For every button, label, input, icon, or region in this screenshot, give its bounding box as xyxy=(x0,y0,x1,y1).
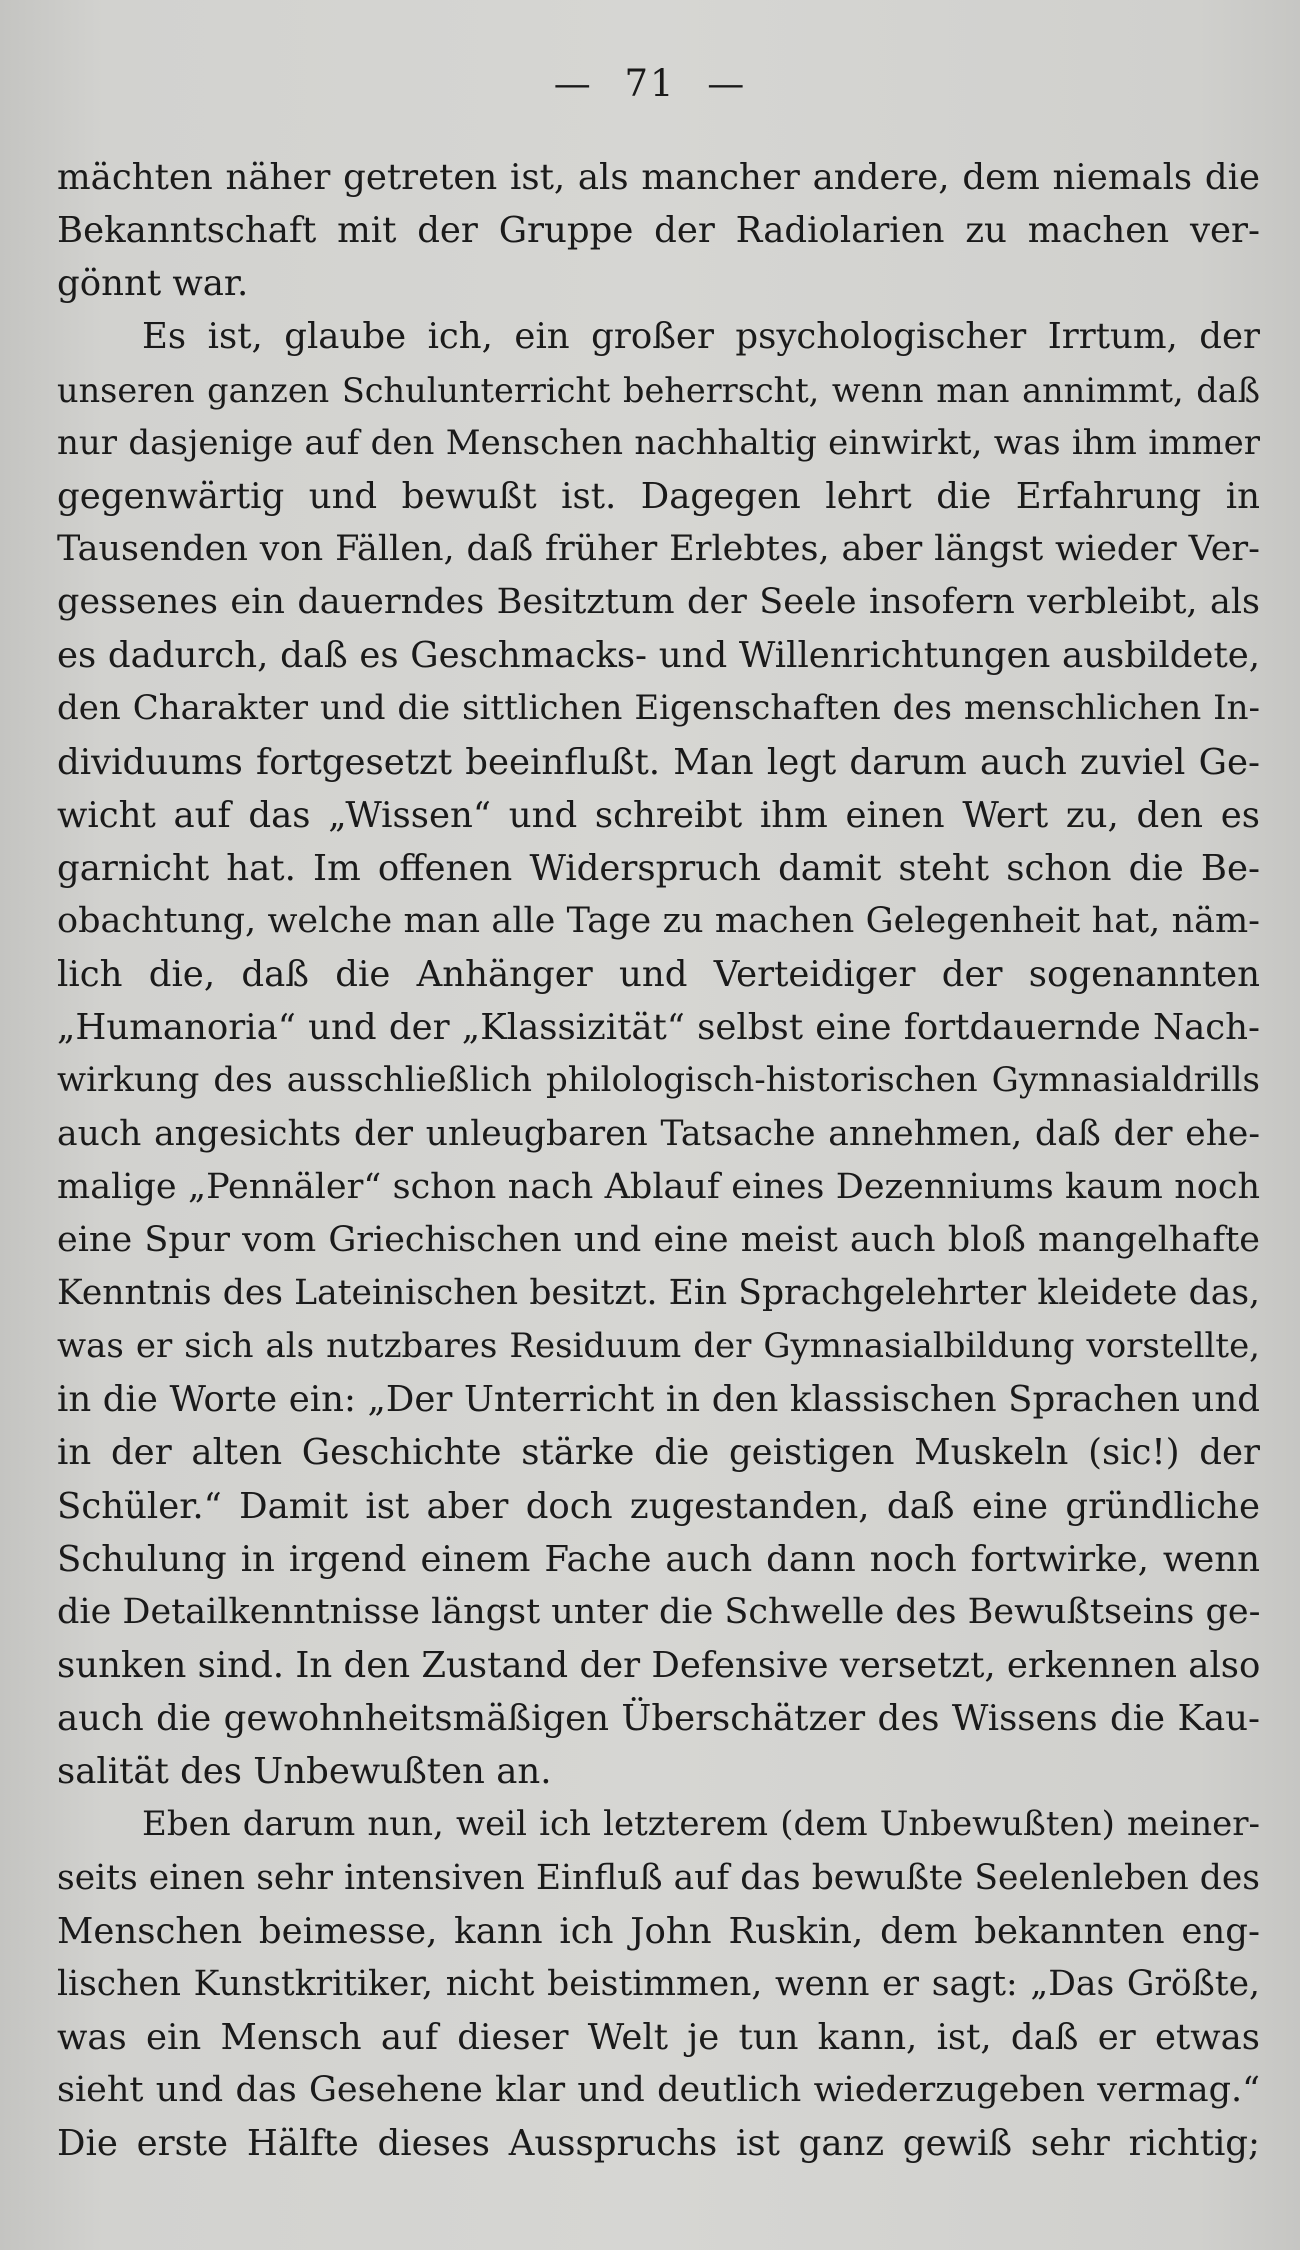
text-line: wicht auf das „Wissen“ und schreibt ihm einen Wert zu, den es xyxy=(57,794,1260,836)
text-line: salität des Unbewußten an. xyxy=(57,1751,552,1793)
text-line: Tausenden von Fällen, daß früher Erlebtes, aber längst wieder Ver- xyxy=(57,528,1260,569)
text-line: obachtung, welche man alle Tage zu machen Gelegenheit hat, näm- xyxy=(57,900,1260,941)
text-line: Schulung in irgend einem Fache auch dann noch fortwirke, wenn xyxy=(57,1538,1260,1580)
text-line: garnicht hat. Im offenen Widerspruch damit steht schon die Be- xyxy=(57,847,1260,889)
text-line: auch die gewohnheitsmäßigen Überschätzer des Wissens die Kau- xyxy=(57,1698,1260,1740)
text-line: Es ist, glaube ich, ein großer psychologischer Irrtum, der xyxy=(142,316,1260,358)
text-line: auch angesichts der unleugbaren Tatsache annehmen, daß der ehe- xyxy=(57,1113,1260,1154)
page-number: — 71 — xyxy=(553,62,747,105)
paragraph-2 xyxy=(57,310,1260,1798)
text-line: wirkung des ausschließlich philologisch-historischen Gymnasialdrills xyxy=(57,1060,1260,1101)
paragraph-1 xyxy=(57,151,1260,310)
text-line: gegenwärtig und bewußt ist. Dagegen lehrt die Erfahrung in xyxy=(57,475,1260,517)
text-line: lich die, daß die Anhänger und Verteidiger der sogenannten xyxy=(57,954,1260,996)
body-text xyxy=(57,151,1260,2170)
paragraph-3 xyxy=(57,1798,1260,2170)
text-line: dividuums fortgesetzt beeinflußt. Man legt darum auch zuviel Ge- xyxy=(57,741,1260,783)
text-line: sunken sind. In den Zustand der Defensive versetzt, erkennen also xyxy=(57,1644,1261,1686)
text-line: den Charakter und die sittlichen Eigenschaften des menschlichen In- xyxy=(57,688,1260,729)
text-line: Eben darum nun, weil ich letzterem (dem Unbewußten) meiner- xyxy=(142,1804,1260,1845)
text-line: lischen Kunstkritiker, nicht beistimmen, wenn er sagt: „Das Größte, xyxy=(57,1963,1260,2004)
text-line: was er sich als nutzbares Residuum der Gymnasialbildung vorstellte, xyxy=(57,1326,1260,1367)
text-line: in die Worte ein: „Der Unterricht in den klassischen Sprachen und xyxy=(57,1379,1260,1421)
text-line: was ein Mensch auf dieser Welt je tun kann, ist, daß er etwas xyxy=(57,2016,1260,2058)
text-line: gönnt war. xyxy=(57,263,249,305)
text-line: mächten näher getreten ist, als mancher andere, dem niemals die xyxy=(57,157,1260,198)
text-line: die Detailkenntnisse längst unter die Schwelle des Bewußtseins ge- xyxy=(57,1591,1261,1632)
text-line: Bekanntschaft mit der Gruppe der Radiolarien zu machen ver- xyxy=(57,210,1260,252)
text-line: malige „Pennäler“ schon nach Ablauf eines Dezenniums kaum noch xyxy=(57,1166,1260,1207)
text-line: Schüler.“ Damit ist aber doch zugestanden, daß eine gründliche xyxy=(57,1485,1260,1527)
text-line: sieht und das Gesehene klar und deutlich wiederzugeben vermag.“ xyxy=(57,2070,1260,2111)
text-line: Die erste Hälfte dieses Ausspruchs ist ganz gewiß sehr richtig; xyxy=(57,2123,1260,2165)
text-line: nur dasjenige auf den Menschen nachhaltig einwirkt, was ihm immer xyxy=(57,422,1260,463)
text-line: Menschen beimesse, kann ich John Ruskin, dem bekannten eng- xyxy=(57,1910,1260,1952)
text-line: Kenntnis des Lateinischen besitzt. Ein Sprachgelehrter kleidete das, xyxy=(57,1272,1260,1313)
text-line: in der alten Geschichte stärke die geistigen Muskeln (sic!) der xyxy=(57,1432,1260,1474)
text-line: unseren ganzen Schulunterricht beherrscht, wenn man annimmt, daß xyxy=(57,370,1260,410)
text-line: es dadurch, daß es Geschmacks- und Willenrichtungen ausbildete, xyxy=(57,635,1260,677)
text-line: „Humanoria“ und der „Klassizität“ selbst eine fortdauernde Nach- xyxy=(57,1007,1260,1049)
text-line: seits einen sehr intensiven Einfluß auf das bewußte Seelenleben des xyxy=(57,1857,1260,1898)
text-line: gessenes ein dauerndes Besitztum der Seele insofern verbleibt, als xyxy=(57,582,1260,623)
text-line: eine Spur vom Griechischen und eine meist auch bloß mangelhafte xyxy=(57,1219,1260,1260)
